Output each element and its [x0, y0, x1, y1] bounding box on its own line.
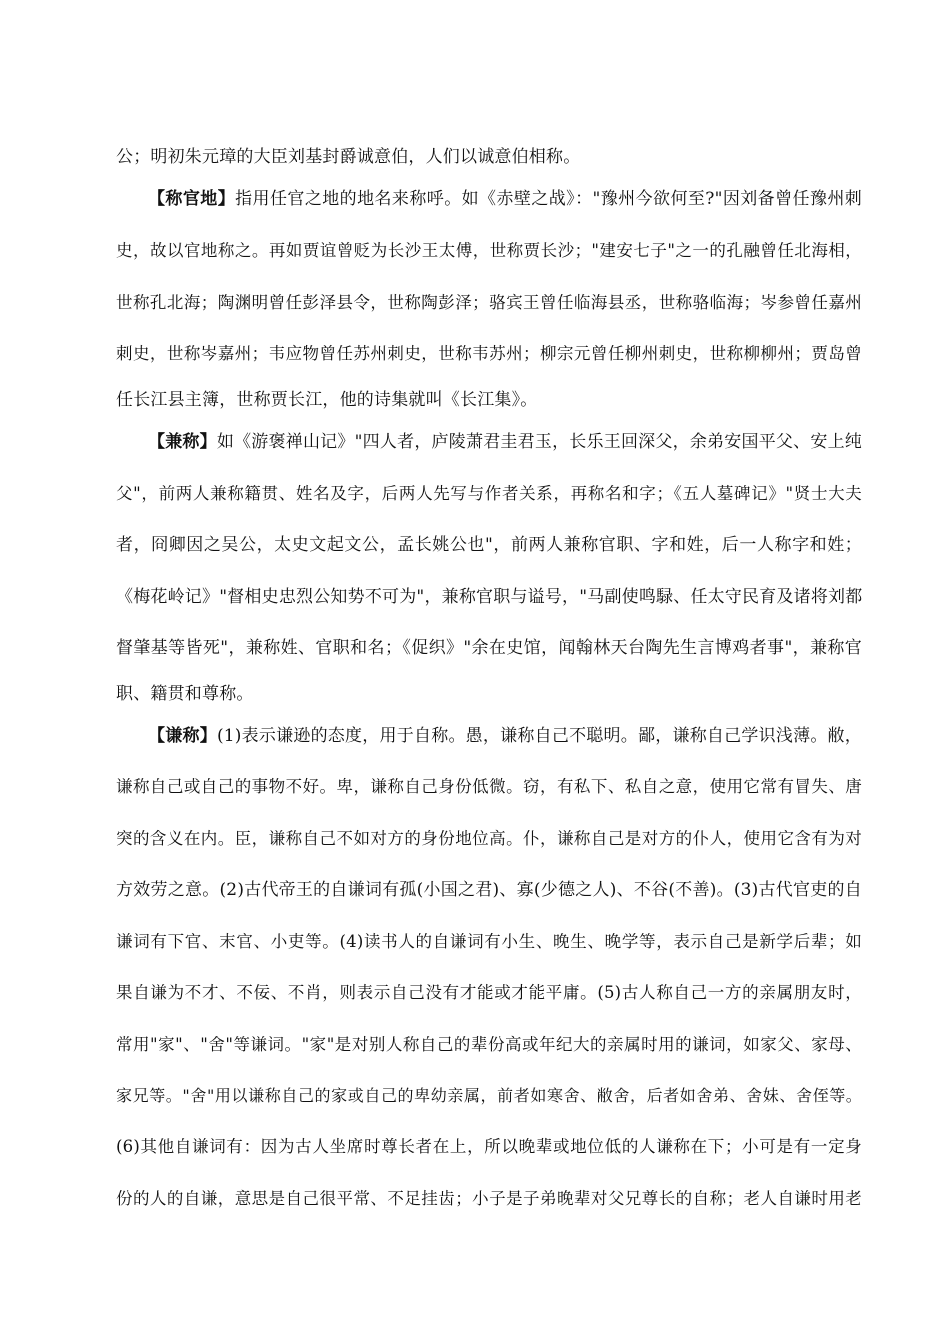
paragraph-line	[116, 586, 862, 608]
paragraph-line	[116, 389, 862, 411]
line-text: 谦词有下官、末官、小吏等。(4)读书人的自谦词有小生、晚生、晚学等，表示自己是新学后辈；如	[116, 932, 862, 951]
paragraph-line	[116, 483, 862, 505]
line-text: 任长江县主簿，世称贾长江，他的诗集就叫《长江集》。	[116, 390, 538, 410]
line-text: 刺史，世称岑嘉州；韦应物曾任苏州刺史，世称韦苏州；柳宗元曾任柳州刺史，世称柳柳州；贾岛曾	[116, 344, 862, 363]
paragraph-line	[116, 1188, 862, 1210]
line-text: 方效劳之意。(2)古代帝王的自谦词有孤(小国之君)、寡(少德之人)、不谷(不善)。(3)古代官吏的自	[116, 880, 862, 900]
line-text: 指用任官之地的地名来称呼。如《赤壁之战》："豫州今欲何至?"因刘备曾任豫州刺	[235, 189, 863, 209]
paragraph-line	[116, 982, 862, 1004]
line-text: 《梅花岭记》"督相史忠烈公知势不可为"，兼称官职与谥号，"马副使鸣騄、任太守民育及诸将刘都	[116, 587, 863, 607]
paragraph-line	[116, 1136, 862, 1158]
paragraph-line	[116, 534, 862, 556]
paragraph-line	[116, 146, 862, 168]
paragraph-line	[116, 931, 862, 953]
section-heading: 【称官地】	[148, 189, 236, 209]
paragraph-line	[116, 828, 862, 850]
line-text: (6)其他自谦词有：因为古人坐席时尊长者在上，所以晚辈或地位低的人谦称在下；小可是有一定身	[116, 1137, 862, 1156]
line-text: 者，冏卿因之吴公，太史文起文公，孟长姚公也"，前两人兼称官职、字和姓，后一人称字和姓；	[116, 535, 862, 555]
paragraph-line	[116, 637, 862, 659]
line-text: 突的含义在内。臣，谦称自己不如对方的身份地位高。仆，谦称自己是对方的仆人，使用它含有为对	[116, 829, 862, 848]
line-text: 份的人的自谦，意思是自己很平常、不足挂齿；小子是子弟晚辈对父兄尊长的自称；老人自谦时用老	[116, 1189, 862, 1208]
section-heading: 【兼称】	[148, 432, 217, 452]
line-text: 职、籍贯和尊称。	[116, 684, 254, 704]
paragraph-line	[148, 725, 862, 747]
paragraph-line	[116, 292, 862, 314]
line-text: 督肇基等皆死"，兼称姓、官职和名；《促织》"余在史馆，闻翰林天台陶先生言博鸡者事"，兼称官	[116, 638, 862, 658]
paragraph-line	[116, 776, 862, 798]
paragraph-line	[148, 431, 862, 453]
paragraph-line	[116, 879, 862, 901]
paragraph-line	[116, 1034, 862, 1056]
section-heading: 【谦称】	[148, 726, 217, 746]
line-text: 史，故以官地称之。再如贾谊曾贬为长沙王太傅，世称贾长沙；"建安七子"之一的孔融曾任北海相，	[116, 241, 862, 260]
paragraph-line	[116, 343, 862, 365]
line-text: 世称孔北海；陶渊明曾任彭泽县令，世称陶彭泽；骆宾王曾任临海县丞，世称骆临海；岑参曾任嘉州	[116, 293, 862, 312]
line-text: 公；明初朱元璋的大臣刘基封爵诚意伯，人们以诚意伯相称。	[116, 147, 581, 167]
paragraph-line	[116, 240, 862, 262]
line-text: 如《游褒禅山记》"四人者，庐陵萧君圭君玉，长乐王回深父，余弟安国平父、安上纯	[216, 432, 862, 452]
paragraph-line	[116, 683, 862, 705]
line-text: (1)表示谦逊的态度，用于自称。愚，谦称自己不聪明。鄙，谦称自己学识浅薄。敝，	[216, 726, 862, 746]
line-text: 父"，前两人兼称籍贯、姓名及字，后两人先写与作者关系，再称名和字；《五人墓碑记》"贤士大夫	[116, 484, 862, 503]
line-text: 果自谦为不才、不佞、不肖，则表示自己没有才能或才能平庸。(5)古人称自己一方的亲属朋友时，	[116, 983, 862, 1002]
line-text: 常用"家"、"舍"等谦词。"家"是对别人称自己的辈份高或年纪大的亲属时用的谦词，如家父、家母、	[116, 1035, 862, 1054]
paragraph-line	[116, 1085, 862, 1107]
paragraph-line	[148, 188, 862, 210]
line-text: 家兄等。"舍"用以谦称自己的家或自己的卑幼亲属，前者如寒舍、敝舍，后者如舍弟、舍妹、舍侄等。	[116, 1086, 862, 1105]
line-text: 谦称自己或自己的事物不好。卑，谦称自己身份低微。窃，有私下、私自之意，使用它常有冒失、唐	[116, 777, 862, 796]
